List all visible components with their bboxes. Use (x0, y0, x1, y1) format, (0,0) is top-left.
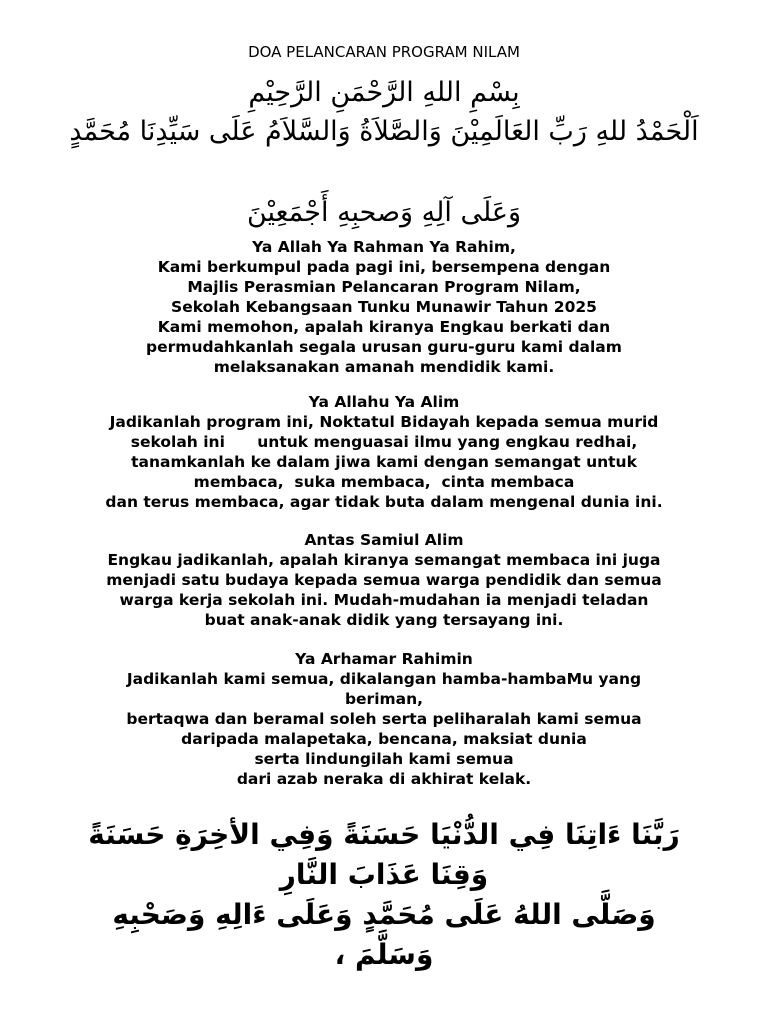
paragraph-line: Jadikanlah program ini, Noktatul Bidayah kepada semua murid (109, 413, 659, 431)
opening-arabic-line: وَعَلَى آلِهِ وَصحبِهِ أَجْمَعِيْنَ (246, 197, 522, 228)
paragraph-line: Majlis Perasmian Pelancaran Program Nilam, (187, 278, 581, 296)
paragraph-heading: Ya Allahu Ya Alim (308, 393, 460, 411)
paragraph-line: Sekolah Kebangsaan Tunku Munawir Tahun 2025 (171, 298, 597, 316)
paragraph-heading: Ya Allah Ya Rahman Ya Rahim, (252, 238, 516, 256)
paragraph-line: Engkau jadikanlah, apalah kiranya semangat membaca ini juga (107, 551, 661, 569)
paragraph-line: permudahkanlah segala urusan guru-guru kami dalam (146, 338, 622, 356)
paragraph-line: sekolah ini untuk menguasai ilmu yang engkau redhai, (130, 433, 638, 451)
paragraph-line: buat anak-anak didik yang tersayang ini. (204, 611, 564, 629)
paragraph-line: Kami memohon, apalah kiranya Engkau berkati dan (157, 318, 611, 336)
prayer-paragraph-2 (20, 392, 748, 512)
closing-arabic-line: وَسَلَّمَ ، (334, 938, 434, 971)
paragraph-line: Kami berkumpul pada pagi ini, bersempena dengan (157, 258, 611, 276)
closing-arabic-line: وَقِنَا عَذَابَ النَّارِ (279, 858, 489, 891)
paragraph-line: membaca, suka membaca, cinta membaca (193, 473, 575, 491)
document-title: DOA PELANCARAN PROGRAM NILAM (248, 43, 520, 61)
paragraph-line: bertaqwa dan beramal soleh serta peliharalah kami semua (126, 710, 642, 728)
paragraph-line: serta lindungilah kami semua (254, 750, 514, 768)
prayer-paragraph-3 (20, 530, 748, 630)
paragraph-line: warga kerja sekolah ini. Mudah-mudahan ia menjadi teladan (119, 591, 649, 609)
paragraph-line: Jadikanlah kami semua, dikalangan hamba-hambaMu yang (126, 670, 642, 688)
paragraph-line: dari azab neraka di akhirat kelak. (236, 770, 532, 788)
closing-arabic-line: رَبَّنَا ءَاتِنَا فِي الدُّنْيَا حَسَنَةً وَفِي الأخِرَةِ حَسَنَةً (88, 818, 680, 851)
paragraph-line: menjadi satu budaya kepada semua warga pendidik dan semua (106, 571, 662, 589)
opening-arabic-line: بِسْمِ اللهِ الرَّحْمَنِ الرَّحِيْمِ (248, 77, 520, 108)
prayer-paragraph-1 (20, 237, 748, 377)
paragraph-line: melaksanakan amanah mendidik kami. (213, 358, 555, 376)
paragraph-heading: Ya Arhamar Rahimin (295, 650, 473, 668)
closing-arabic-line: وَصَلَّى اللهُ عَلَى مُحَمَّدٍ وَعَلَى ءَالِهِ وَصَحْبِهِ (112, 898, 656, 931)
paragraph-line: daripada malapetaka, bencana, maksiat dunia (181, 730, 587, 748)
opening-arabic-line: اَلْحَمْدُ للهِ رَبِّ العَالَمِيْنَ وَالصَّلاَةُ وَالسَّلاَمُ عَلَى سَيِّدِنَا مُحَمَّدٍ (69, 116, 699, 147)
paragraph-line: tanamkanlah ke dalam jiwa kami dengan semangat untuk (131, 453, 637, 471)
paragraph-heading: Antas Samiul Alim (304, 531, 464, 549)
paragraph-line: dan terus membaca, agar tidak buta dalam mengenal dunia ini. (105, 493, 663, 511)
prayer-paragraph-4 (20, 649, 748, 789)
paragraph-line: beriman, (344, 690, 424, 708)
